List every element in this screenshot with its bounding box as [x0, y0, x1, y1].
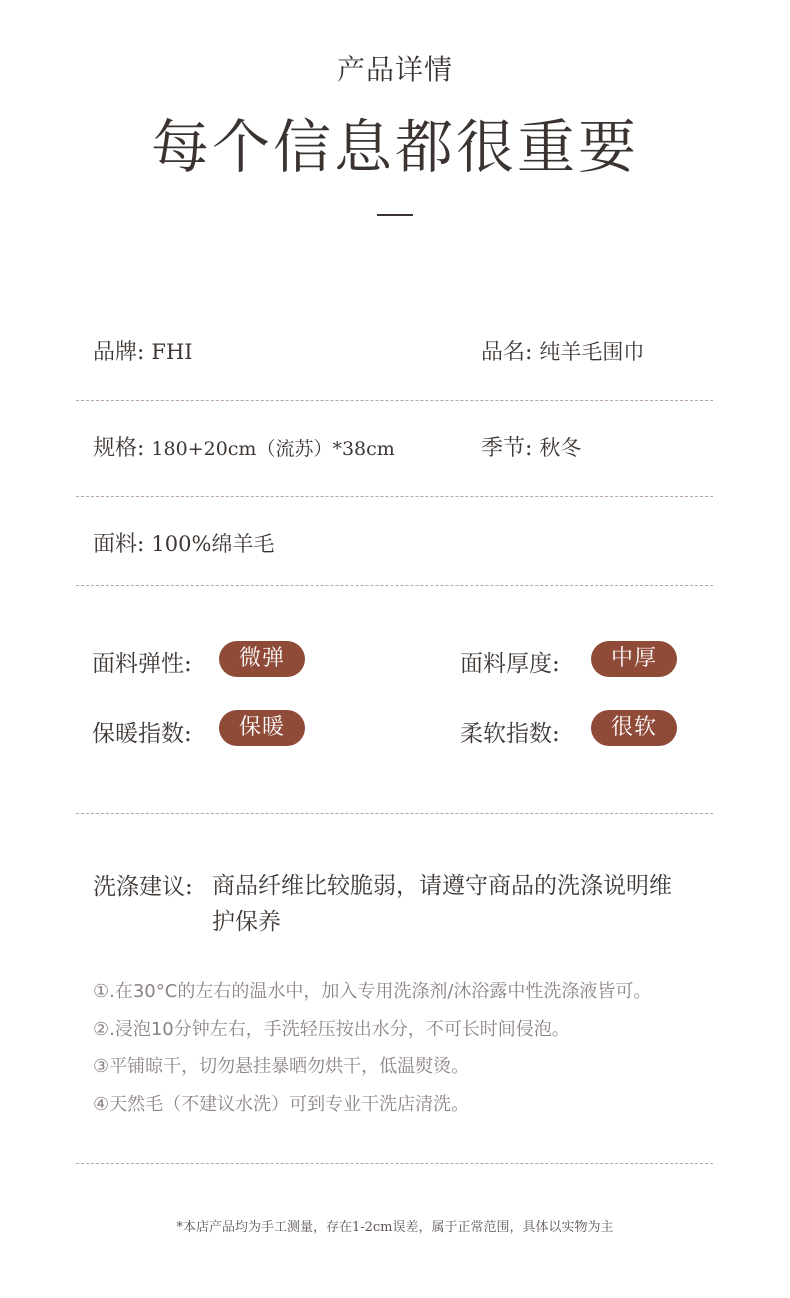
rating-badge-warmth: 保暖: [219, 710, 305, 746]
product-name-row: [481, 335, 644, 366]
size-label: 规格:: [93, 436, 145, 461]
dashed-divider: [76, 1163, 713, 1164]
dashed-divider: [76, 585, 713, 586]
care-step: ④天然毛（不建议水洗）可到专业干洗店清洗。: [93, 1094, 470, 1115]
measurement-footnote: *本店产品均为手工测量，存在1-2cm误差，属于正常范围，具体以实物为主: [176, 1220, 614, 1235]
dashed-divider: [76, 813, 713, 814]
rating-label-softness: 柔软指数:: [460, 721, 560, 747]
size-value: 180+20cm（流苏）*38cm: [151, 438, 395, 460]
rating-label-warmth: 保暖指数:: [92, 721, 192, 747]
rating-badge-elasticity: 微弹: [219, 641, 305, 677]
care-advice: 商品纤维比较脆弱，请遵守商品的洗涤说明维护保养: [212, 873, 672, 935]
dashed-divider: [76, 496, 713, 497]
brand-row: [93, 335, 193, 366]
fabric-value: 100%绵羊毛: [151, 532, 275, 556]
section-subtitle: 产品详情: [336, 53, 453, 86]
product-name-label: 品名:: [481, 340, 533, 365]
care-label: 洗涤建议:: [93, 874, 193, 900]
season-label: 季节:: [481, 436, 533, 461]
rating-label-elasticity: 面料弹性:: [92, 651, 192, 677]
care-step: ③平铺晾干，切勿悬挂暴晒勿烘干，低温熨烫。: [93, 1056, 470, 1077]
dashed-divider: [76, 400, 713, 401]
season-row: [481, 431, 581, 462]
rating-badge-softness: 很软: [591, 710, 677, 746]
product-name-value: 纯羊毛围巾: [539, 340, 645, 364]
size-row: [93, 431, 395, 462]
rating-label-thickness: 面料厚度:: [460, 651, 560, 677]
page-title: 每个信息都很重要: [150, 113, 639, 181]
rating-badge-thickness: 中厚: [591, 641, 677, 677]
fabric-label: 面料:: [93, 532, 145, 557]
brand-value: FHI: [151, 340, 193, 364]
season-value: 秋冬: [539, 436, 582, 460]
fabric-row: [93, 527, 274, 558]
care-step: ②.浸泡10分钟左右，手洗轻压按出水分，不可长时间侵泡。: [93, 1019, 570, 1040]
care-step: ①.在30°C的左右的温水中，加入专用洗涤剂/沐浴露中性洗涤液皆可。: [93, 981, 652, 1002]
title-divider: [377, 214, 413, 216]
brand-label: 品牌:: [93, 340, 145, 365]
